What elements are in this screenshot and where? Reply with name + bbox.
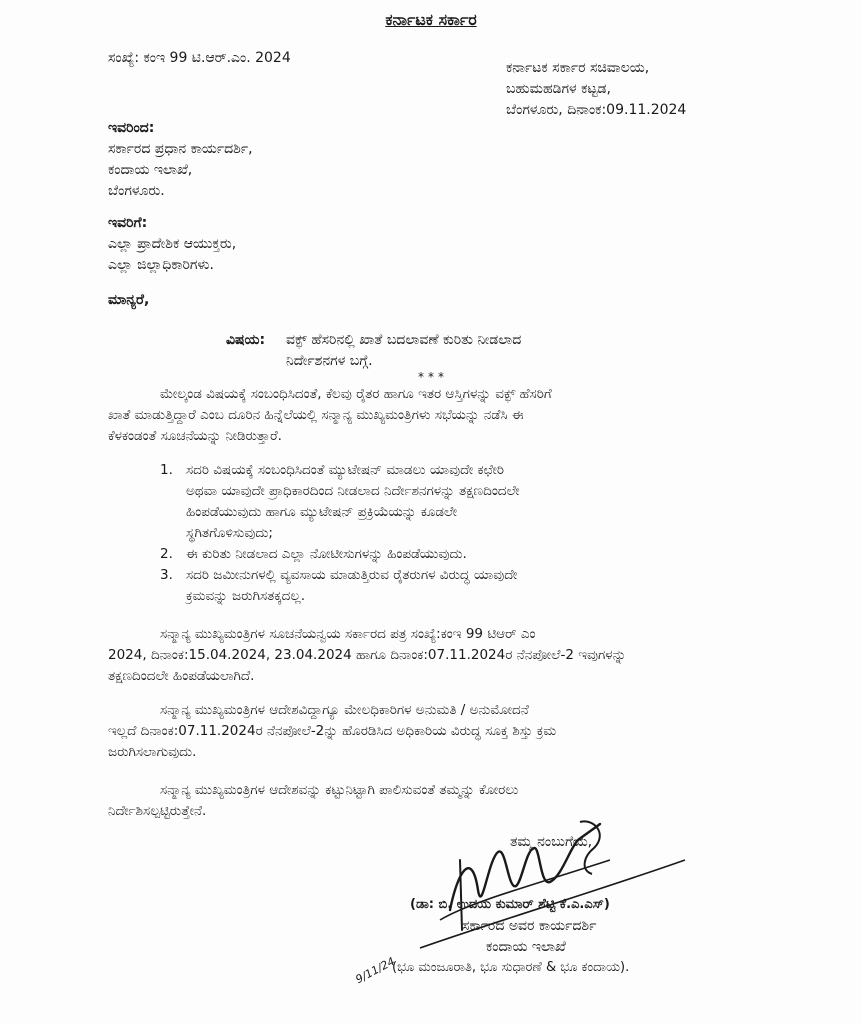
list-item-1-line-4: ಸ್ಥಗಿತಗೊಳಿಸುವುದು;: [186, 525, 273, 541]
signatory-department: ಕಂದಾಯ ಇಲಾಖೆ: [486, 939, 566, 955]
to-line-1: ಎಲ್ಲಾ ಪ್ರಾದೇಶಿಕ ಆಯುಕ್ತರು,: [108, 236, 237, 252]
office-line-2: ಬಹುಮಹಡಿಗಳ ಕಟ್ಟಡ,: [506, 81, 611, 97]
para3-line-2: ಇಲ್ಲದೆ ದಿನಾಂಕ:07.11.2024ರ ನೆನಪೋಲೆ-2ನ್ನು ಹೊರಡಿಸಿದ ಅಧಿಕಾರಿಯ ವಿರುದ್ಧ ಸೂಕ್ತ ಶಿಸ್ತು ಕ್ರಮ: [108, 723, 557, 739]
signatory-section: (ಭೂ ಮಂಜೂರಾತಿ, ಭೂ ಸುಧಾರಣೆ & ಭೂ ಕಂದಾಯ).: [392, 960, 630, 975]
list-number: 2.: [160, 546, 173, 562]
list-item-1-line-3: ಹಿಂಪಡೆಯುವುದು ಹಾಗೂ ಮ್ಯುಟೇಷನ್ ಪ್ರಕ್ರಿಯೆಯನ್ನು ಕೂಡಲೇ: [186, 504, 458, 520]
from-line-2: ಕಂದಾಯ ಇಲಾಖೆ,: [108, 162, 193, 178]
list-item-1-line-2: ಅಥವಾ ಯಾವುದೇ ಪ್ರಾಧಿಕಾರದಿಂದ ನೀಡಲಾದ ನಿರ್ದೇಶನಗಳನ್ನು ತಕ್ಷಣದಿಂದಲೇ: [186, 483, 520, 499]
separator: ***: [418, 370, 448, 384]
list-item-3-line-2: ಕ್ರಮವನ್ನು ಜರುಗಿಸತಕ್ಕದಲ್ಲ.: [186, 588, 305, 604]
para2-line-2: 2024, ದಿನಾಂಕ:15.04.2024, 23.04.2024 ಹಾಗೂ ದಿನಾಂಕ:07.11.2024ರ ನೆನಪೋಲೆ-2 ಇವುಗಳನ್ನು: [108, 647, 627, 663]
para2-line-1: ಸನ್ಮಾನ್ಯ ಮುಖ್ಯಮಂತ್ರಿಗಳ ಸೂಚನೆಯನ್ವಯ ಸರ್ಕಾರದ ಪತ್ರ ಸಂಖ್ಯೆ:ಕಂಇ 99 ಟಿಆರ್ ಎಂ: [160, 626, 536, 642]
list-number: 3.: [160, 567, 173, 583]
from-label: ಇವರಿಂದ:: [108, 120, 155, 136]
subject-line-1: ವಕ್ಫ್ ಹೆಸರಿನಲ್ಲಿ ಖಾತೆ ಬದಲಾವಣೆ ಕುರಿತು ನೀಡಲಾದ: [286, 332, 522, 348]
to-label: ಇವರಿಗೆ:: [108, 215, 148, 231]
closing: ತಮ್ಮ ನಂಬುಗೆಯ,: [510, 834, 593, 850]
para1-line-3: ಕೆಳಕಂಡಂತೆ ಸೂಚನೆಯನ್ನು ನೀಡಿರುತ್ತಾರೆ.: [108, 428, 282, 444]
list-item-2-line-1: ಈ ಕುರಿತು ನೀಡಲಾದ ಎಲ್ಲಾ ನೋಟೀಸುಗಳನ್ನು ಹಿಂಪಡೆಯುವುದು.: [186, 546, 467, 562]
para4-line-1: ಸನ್ಮಾನ್ಯ ಮುಖ್ಯಮಂತ್ರಿಗಳ ಆದೇಶವನ್ನು ಕಟ್ಟುನಿಟ್ಟಾಗಿ ಪಾಲಿಸುವಂತೆ ತಮ್ಮನ್ನು ಕೋರಲು: [160, 782, 519, 798]
reference-number: ಸಂಖ್ಯೆ: ಕಂಇ 99 ಟಿ.ಆರ್.ಎಂ. 2024: [108, 50, 291, 66]
subject-line-2: ನಿರ್ದೇಶನಗಳ ಬಗ್ಗೆ.: [286, 353, 373, 369]
para4-line-2: ನಿರ್ದೇಶಿಸಲ್ಪಟ್ಟಿರುತ್ತೇನೆ.: [108, 803, 207, 819]
signatory-title: ಸರ್ಕಾರದ ಅವರ ಕಾರ್ಯದರ್ಶಿ: [462, 918, 597, 934]
para1-line-2: ಖಾತೆ ಮಾಡುತ್ತಿದ್ದಾರೆ ಎಂಬ ದೂರಿನ ಹಿನ್ನೆಲೆಯಲ್ಲಿ ಸನ್ಮಾನ್ಯ ಮುಖ್ಯಮಂತ್ರಿಗಳು ಸಭೆಯನ್ನು ನಡೆಸಿ ಈ: [108, 407, 524, 423]
para3-line-3: ಜರುಗಿಸಲಾಗುವುದು.: [108, 744, 197, 760]
signatory-name: (ಡಾ: ಬಿ. ಉದಯ ಕುಮಾರ್ ಶೆಟ್ಟಿ ಕೆ.ಎ.ಎಸ್): [410, 897, 610, 912]
office-line-1: ಕರ್ನಾಟಕ ಸರ್ಕಾರ ಸಚಿವಾಲಯ,: [506, 60, 650, 76]
subject-label: ವಿಷಯ:: [226, 332, 266, 348]
from-line-1: ಸರ್ಕಾರದ ಪ್ರಧಾನ ಕಾರ್ಯದರ್ಶಿ,: [108, 141, 253, 157]
salutation: ಮಾನ್ಯರೆ,: [108, 292, 150, 308]
to-line-2: ಎಲ್ಲಾ ಜಿಲ್ಲಾಧಿಕಾರಿಗಳು.: [108, 257, 214, 273]
para2-line-3: ತಕ್ಷಣದಿಂದಲೇ ಹಿಂಪಡೆಯಲಾಗಿದೆ.: [108, 668, 255, 684]
office-date: ಬೆಂಗಳೂರು, ದಿನಾಂಕ:09.11.2024: [506, 102, 687, 118]
page-heading: ಕರ್ನಾಟಕ ಸರ್ಕಾರ: [385, 10, 477, 29]
para1-line-1: ಮೇಲ್ಕಂಡ ವಿಷಯಕ್ಕೆ ಸಂಬಂಧಿಸಿದಂತೆ, ಕೆಲವು ರೈತರ ಹಾಗೂ ಇತರ ಆಸ್ತಿಗಳನ್ನು ವಕ್ಫ್ ಹೆಸರಿಗೆ: [160, 386, 552, 402]
para3-line-1: ಸನ್ಮಾನ್ಯ ಮುಖ್ಯಮಂತ್ರಿಗಳ ಆದೇಶವಿದ್ದಾಗ್ಯೂ ಮೇಲಧಿಕಾರಿಗಳ ಅನುಮತಿ / ಅನುಮೋದನೆ: [160, 702, 529, 718]
from-line-3: ಬೆಂಗಳೂರು.: [108, 183, 165, 199]
list-item-3-line-1: ಸದರಿ ಜಮೀನುಗಳಲ್ಲಿ ವ್ಯವಸಾಯ ಮಾಡುತ್ತಿರುವ ರೈತರುಗಳ ವಿರುದ್ಧ ಯಾವುದೇ: [186, 567, 518, 583]
initials-date: 9/11/24: [353, 954, 397, 987]
list-number: 1.: [160, 462, 173, 478]
list-item-1-line-1: ಸದರಿ ವಿಷಯಕ್ಕೆ ಸಂಬಂಧಿಸಿದಂತೆ ಮ್ಯುಟೇಷನ್ ಮಾಡಲು ಯಾವುದೇ ಕಛೇರಿ: [186, 462, 504, 478]
